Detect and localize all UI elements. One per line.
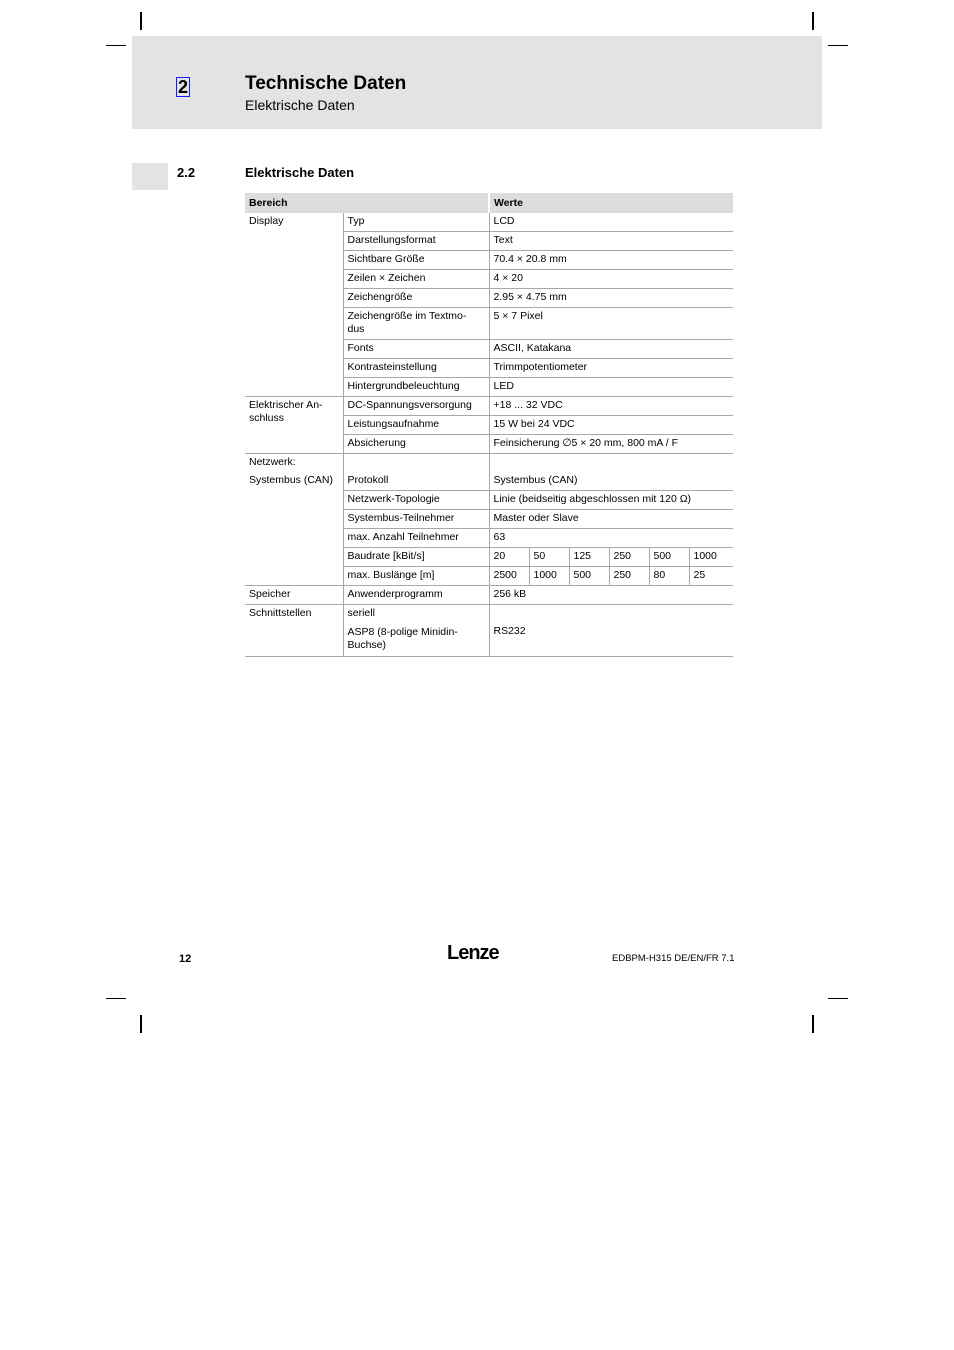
value-cell: +18 ... 32 VDC <box>489 397 733 416</box>
crop-mark <box>140 12 142 30</box>
value-cell: ASCII, Katakana <box>489 340 733 359</box>
buslength-label: max. Buslänge [m] <box>343 567 489 586</box>
crop-mark <box>828 45 848 46</box>
area-network-line1: Netzwerk: <box>249 456 296 468</box>
param-cell: Anwenderprogramm <box>343 586 489 605</box>
param-cell: Absicherung <box>343 435 489 454</box>
param-cell: DC-Spannungsversorgung <box>343 397 489 416</box>
param-cell: Leistungsaufnahme <box>343 416 489 435</box>
value-cell <box>489 605 733 657</box>
document-code: EDBPM-H315 DE/EN/FR 7.1 <box>612 953 735 964</box>
crop-mark <box>106 998 126 999</box>
value-cell: 70.4 × 20.8 mm <box>489 251 733 270</box>
baudrate-value: 250 <box>609 548 649 567</box>
param-cell: Zeilen × Zeichen <box>343 270 489 289</box>
param-serial: seriell <box>347 607 375 619</box>
param-cell <box>343 605 489 657</box>
value-cell: Linie (beidseitig abgeschlossen mit 120 Ω) <box>489 491 733 510</box>
table-row <box>245 397 733 416</box>
param-asp8: ASP8 (8-polige Minidin- Buchse) <box>347 626 458 651</box>
value-cell: 63 <box>489 529 733 548</box>
param-cell: Sichtbare Größe <box>343 251 489 270</box>
section-title: Elektrische Daten <box>245 165 355 180</box>
value-cell: 5 × 7 Pixel <box>489 308 733 340</box>
buslength-value: 1000 <box>529 567 569 586</box>
baudrate-value: 125 <box>569 548 609 567</box>
area-network <box>245 454 343 586</box>
param-cell: Netzwerk-Topologie <box>343 491 489 510</box>
header-area: Bereich <box>245 193 489 213</box>
table-header-row <box>245 193 733 213</box>
crop-mark <box>828 998 848 999</box>
chapter-number[interactable]: 2 <box>178 77 189 97</box>
value-cell: LCD <box>489 213 733 232</box>
baudrate-value: 20 <box>489 548 529 567</box>
value-cell: LED <box>489 378 733 397</box>
value-cell: 2.95 × 4.75 mm <box>489 289 733 308</box>
value-cell: Feinsicherung ∅5 × 20 mm, 800 mA / F <box>489 435 733 454</box>
lenze-logo: Lenze <box>447 942 499 964</box>
electrical-data-table <box>245 193 733 657</box>
value-rs232: RS232 <box>493 625 526 637</box>
param-protocol: Protokoll <box>347 474 389 486</box>
value-cell: 4 × 20 <box>489 270 733 289</box>
table-row <box>245 605 733 657</box>
baudrate-label: Baudrate [kBit/s] <box>343 548 489 567</box>
table-row <box>245 454 733 491</box>
page-number: 12 <box>179 953 192 965</box>
buslength-value: 500 <box>569 567 609 586</box>
area-network-line2: Systembus (CAN) <box>249 474 334 486</box>
baudrate-value: 500 <box>649 548 689 567</box>
area-electrical: Elektrischer An- schluss <box>245 397 343 454</box>
param-cell <box>343 454 489 491</box>
table-row <box>245 213 733 232</box>
buslength-value: 250 <box>609 567 649 586</box>
buslength-value: 25 <box>689 567 733 586</box>
header-values: Werte <box>489 193 733 213</box>
value-cell: Trimmpotentiometer <box>489 359 733 378</box>
param-cell: Typ <box>343 213 489 232</box>
area-interfaces: Schnittstellen <box>245 605 343 657</box>
crop-mark <box>106 45 126 46</box>
baudrate-value: 50 <box>529 548 569 567</box>
value-cell: 15 W bei 24 VDC <box>489 416 733 435</box>
area-memory: Speicher <box>245 586 343 605</box>
param-cell: Hintergrundbeleuchtung <box>343 378 489 397</box>
value-protocol: Systembus (CAN) <box>493 474 578 486</box>
chapter-header-band <box>132 36 822 129</box>
param-cell: Zeichengröße im Textmo- dus <box>343 308 489 340</box>
table-row <box>245 586 733 605</box>
param-cell: max. Anzahl Teilnehmer <box>343 529 489 548</box>
crop-mark <box>140 1015 142 1033</box>
param-cell: Darstellungsformat <box>343 232 489 251</box>
section-number: 2.2 <box>177 165 196 180</box>
chapter-subtitle: Elektrische Daten <box>245 97 355 113</box>
value-cell <box>489 454 733 491</box>
baudrate-value: 1000 <box>689 548 733 567</box>
section-marker <box>132 163 168 190</box>
crop-mark <box>812 1015 814 1033</box>
param-cell: Fonts <box>343 340 489 359</box>
chapter-title: Technische Daten <box>245 73 407 94</box>
param-cell: Kontrasteinstellung <box>343 359 489 378</box>
value-cell: Text <box>489 232 733 251</box>
area-display: Display <box>245 213 343 397</box>
param-cell: Zeichengröße <box>343 289 489 308</box>
value-cell: 256 kB <box>489 586 733 605</box>
crop-mark <box>812 12 814 30</box>
buslength-value: 80 <box>649 567 689 586</box>
value-cell: Master oder Slave <box>489 510 733 529</box>
param-cell: Systembus-Teilnehmer <box>343 510 489 529</box>
buslength-value: 2500 <box>489 567 529 586</box>
